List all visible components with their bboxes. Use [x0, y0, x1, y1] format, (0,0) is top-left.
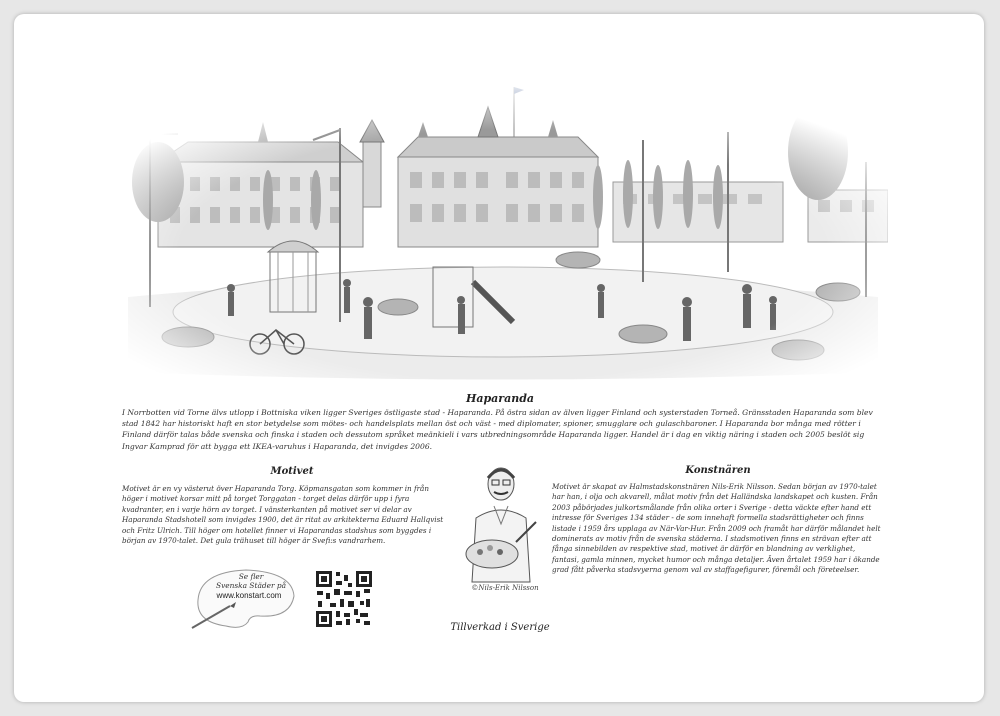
poster-title: Haparanda [465, 392, 535, 405]
artist-signature: ©Nils-Erik Nilsson [471, 584, 539, 592]
badge-line1: Se fler [238, 572, 264, 581]
artist-portrait [458, 462, 544, 598]
konstnaren-paragraph: Motivet är skapat av Halmstadskonstnären Nils-Erik Nilsson. Sedan början av 1970-talet har han, i olja och akvarell, målat motiv från det Halländska landskapet och kusten. Från 2003 påbörjades julkortsmålande från olika orter i Sverige - detta väckte efter hand ett intresse för Sveriges 134 städer - de som innehaft formella stadsrättigheter och finns listade i 1959 års upplaga av När-Var-Hur. Från 2009 och framåt har därför målandet helt dominerats av motiv från de svenska städerna. I stadsmotiven finns en strävan efter att fånga sinnebilden av respektive stad, motivet är därför en blandning av verklighet, fantasi, gamla minnen, mycket humor och många detaljer. Även årtalet 1959 har i ökande grad fått påverka stadsvyerna genom val av staffagefigurer, föremål och företeelser. [552, 482, 881, 575]
konstnaren-heading: Konstnären [685, 465, 751, 476]
badge-url[interactable]: www.konstart.com [216, 591, 282, 600]
town-square-illustration [118, 82, 888, 380]
made-in-sweden: Tillverkad i Sverige [450, 622, 550, 633]
motivet-paragraph: Motivet är en vy västerut över Haparanda Torg. Köpmansgatan som kommer in från höger i motivet korsar mitt på torget Torggatan - torget delas därför upp i fyra kvadranter, en i varje hörn av torget. I vänsterkanten på motivet ser vi delar av Haparanda Stadshotell som invigdes 1900, det är ritat av arkitekterna Eduard Hallqvist och Fritz Ulrich. Till höger om hotellet finner vi Haparandas stadshus som byggdes i början av 1970-talet. Det gula trähuset till höger är Svefi:s vandrarhem. [122, 484, 444, 546]
badge-line2: Svenska Städer på [216, 581, 286, 590]
intro-paragraph: I Norrbotten vid Torne älvs utlopp i Bottniska viken ligger Sveriges östligaste stad - Haparanda. På östra sidan av älven ligger Finland och systerstaden Torneå. Gränsstaden Haparanda som blev stad 1842 har historiskt haft en stor betydelse som mötes- och handelsplats mellan öst och väst - med diplomater, spioner, smugglare och gulaschbaroner. I Haparanda bor många med rötter i Finland därför talas både svenska och finska i staden och dessutom språket meänkieli i vars utbredningsområde Haparanda ligger. Handel är i dag en viktig näring i staden och 2005 beslöt sig Ingvar Kamprad för att bygga ett IKEA-varuhus i Haparanda, det invigdes 2006. [122, 408, 873, 451]
motivet-heading: Motivet [270, 466, 314, 477]
qr-code[interactable] [314, 569, 374, 629]
